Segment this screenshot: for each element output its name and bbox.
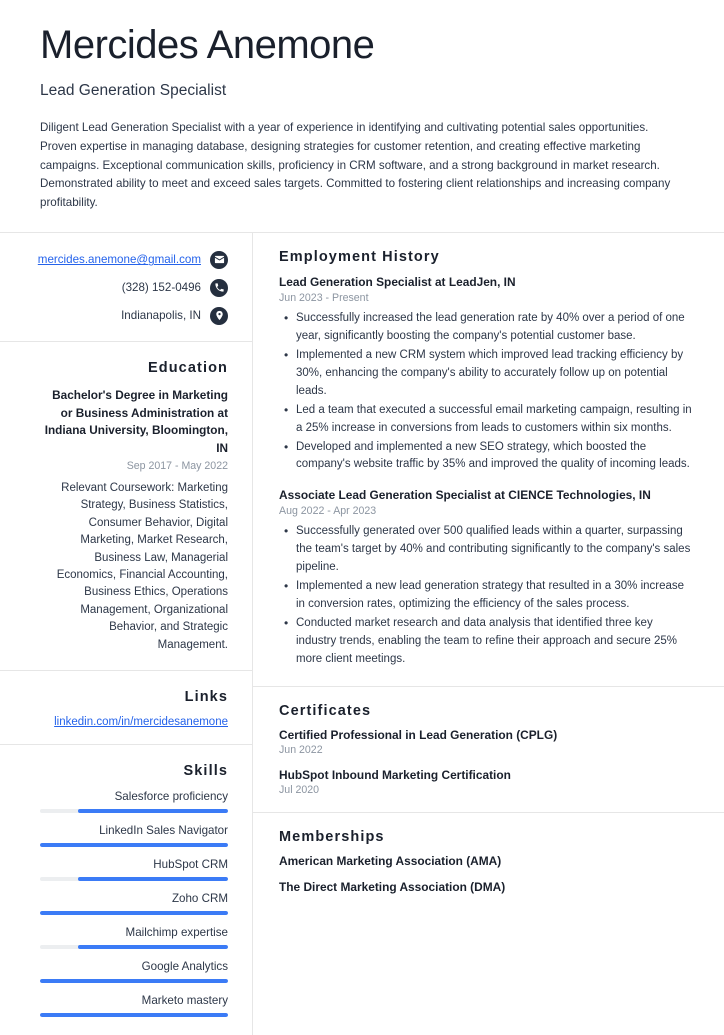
skill-bar-fill bbox=[40, 979, 228, 983]
contact-row-location bbox=[40, 307, 228, 325]
skills-section bbox=[0, 745, 252, 1035]
location-text: Indianapolis, IN bbox=[121, 309, 201, 323]
resume-header bbox=[0, 0, 724, 213]
education-section bbox=[0, 342, 252, 671]
skill-label: Google Analytics bbox=[141, 960, 228, 974]
skill-label: Marketo mastery bbox=[141, 994, 228, 1008]
employment-history-section bbox=[253, 233, 724, 687]
skill-bar-track bbox=[40, 979, 228, 983]
skill-item bbox=[40, 960, 228, 983]
phone-number: (328) 152-0496 bbox=[121, 281, 201, 295]
employment-bullets bbox=[279, 310, 696, 474]
skill-label: HubSpot CRM bbox=[153, 858, 228, 872]
membership-entry bbox=[279, 880, 696, 894]
education-degree: Bachelor's Degree in Marketing or Business Administration at Indiana University, Bloomington, IN bbox=[44, 387, 228, 455]
skill-item bbox=[40, 858, 228, 881]
skill-label: Mailchimp expertise bbox=[125, 926, 228, 940]
skill-bar-fill bbox=[78, 809, 228, 813]
employment-title: Lead Generation Specialist at LeadJen, IN bbox=[279, 274, 516, 289]
contact-row-phone bbox=[40, 279, 228, 297]
skill-bar-track bbox=[40, 843, 228, 847]
list-item: • Implemented a new lead generation strategy that resulted in a 30% increase in conversion rates, optimizing the efficiency of the sales process. bbox=[296, 578, 696, 614]
envelope-icon bbox=[210, 251, 228, 269]
skill-item bbox=[40, 892, 228, 915]
certificates-section bbox=[253, 687, 724, 813]
skill-label: Zoho CRM bbox=[171, 892, 228, 906]
list-item: • Led a team that executed a successful email marketing campaign, resulting in a 25% increase in conversions from leads to customers within six months. bbox=[296, 402, 696, 438]
professional-summary: Diligent Lead Generation Specialist with a year of experience in identifying and cultivating potential sales opportunities. Proven expertise in managing database, designing strategies for customer retention, and creating effective marketing campaigns. Exceptional communication skills, proficiency in CRM software, and a strong background in market research. Demonstrated ability to meet and exceed sales targets. Committed to fostering client relationships and increasing company profitability. bbox=[40, 121, 671, 210]
skill-item bbox=[40, 926, 228, 949]
skill-item bbox=[40, 824, 228, 847]
phone-icon bbox=[210, 279, 228, 297]
skill-label: LinkedIn Sales Navigator bbox=[99, 824, 228, 838]
skill-item bbox=[40, 790, 228, 813]
list-item: • Implemented a new CRM system which improved lead tracking efficiency by 30%, enhancing the company's ability to accurately follow up on potential leads. bbox=[296, 347, 696, 401]
links-section bbox=[0, 671, 252, 745]
skill-bar-track bbox=[40, 945, 228, 949]
skill-item bbox=[40, 994, 228, 1017]
membership-title: The Direct Marketing Association (DMA) bbox=[279, 879, 506, 894]
certificate-title: Certified Professional in Lead Generation (CPLG) bbox=[279, 727, 558, 742]
skill-bar-fill bbox=[40, 843, 228, 847]
job-title: Lead Generation Specialist bbox=[40, 82, 227, 99]
certificate-title: HubSpot Inbound Marketing Certification bbox=[279, 767, 511, 782]
contact-section bbox=[0, 233, 252, 342]
links-heading: Links bbox=[184, 689, 228, 706]
skill-bar-fill bbox=[40, 1013, 228, 1017]
page-title: Mercides Anemone bbox=[40, 23, 375, 67]
certificate-entry bbox=[279, 768, 696, 796]
skill-bar-track bbox=[40, 911, 228, 915]
sidebar-column bbox=[0, 233, 253, 1035]
employment-bullets bbox=[279, 523, 696, 669]
skills-heading: Skills bbox=[183, 763, 228, 780]
list-item: • Conducted market research and data analysis that identified three key industry trends, enabling the team to refine their approach and secure 25% more client meetings. bbox=[296, 615, 696, 669]
email-link[interactable]: mercides.anemone@gmail.com bbox=[37, 253, 201, 267]
skill-label: Salesforce proficiency bbox=[114, 790, 228, 804]
employment-entry bbox=[279, 487, 696, 669]
certificate-date: Jul 2020 bbox=[279, 783, 320, 796]
skill-bar-track bbox=[40, 1013, 228, 1017]
employment-date: Jun 2023 - Present bbox=[279, 291, 369, 304]
location-pin-icon bbox=[210, 307, 228, 325]
skill-bar-track bbox=[40, 877, 228, 881]
skill-bar-track bbox=[40, 809, 228, 813]
education-description: Relevant Coursework: Marketing Strategy, Business Statistics, Consumer Behavior, Digital Marketing, Market Research, Business Law, Managerial Economics, Financial Accounting, Business Ethics, Operations Management, Organizational Behavior, and Strategic Management. bbox=[56, 481, 228, 651]
main-column bbox=[253, 233, 724, 1035]
employment-title: Associate Lead Generation Specialist at CIENCE Technologies, IN bbox=[279, 488, 651, 503]
skill-bar-fill bbox=[78, 877, 228, 881]
membership-title: American Marketing Association (AMA) bbox=[279, 853, 502, 868]
employment-entry bbox=[279, 274, 696, 475]
memberships-section bbox=[253, 813, 724, 910]
contact-row-email[interactable] bbox=[37, 251, 228, 269]
employment-date: Aug 2022 - Apr 2023 bbox=[279, 505, 377, 518]
skill-bar-fill bbox=[78, 945, 228, 949]
certificate-entry bbox=[279, 728, 696, 756]
list-item: • Successfully increased the lead generation rate by 40% over a period of one year, significantly boosting the company's potential customer base. bbox=[296, 310, 696, 346]
list-item: • Developed and implemented a new SEO strategy, which boosted the company's website traffic by 35% and improved the quality of incoming leads. bbox=[296, 439, 696, 475]
list-item: • Successfully generated over 500 qualified leads within a quarter, surpassing the team's target by 40% and contributing significantly to the company's sales pipeline. bbox=[296, 523, 696, 577]
certificates-heading: Certificates bbox=[279, 702, 372, 719]
education-date: Sep 2017 - May 2022 bbox=[126, 459, 228, 472]
resume-body bbox=[0, 233, 724, 1035]
employment-history-heading: Employment History bbox=[279, 248, 440, 265]
memberships-heading: Memberships bbox=[279, 828, 385, 845]
certificate-date: Jun 2022 bbox=[279, 743, 323, 756]
link-item-linkedin[interactable]: linkedin.com/in/mercidesanemone bbox=[54, 716, 228, 729]
skill-bar-fill bbox=[40, 911, 228, 915]
membership-entry bbox=[279, 854, 696, 868]
education-heading: Education bbox=[148, 359, 228, 376]
